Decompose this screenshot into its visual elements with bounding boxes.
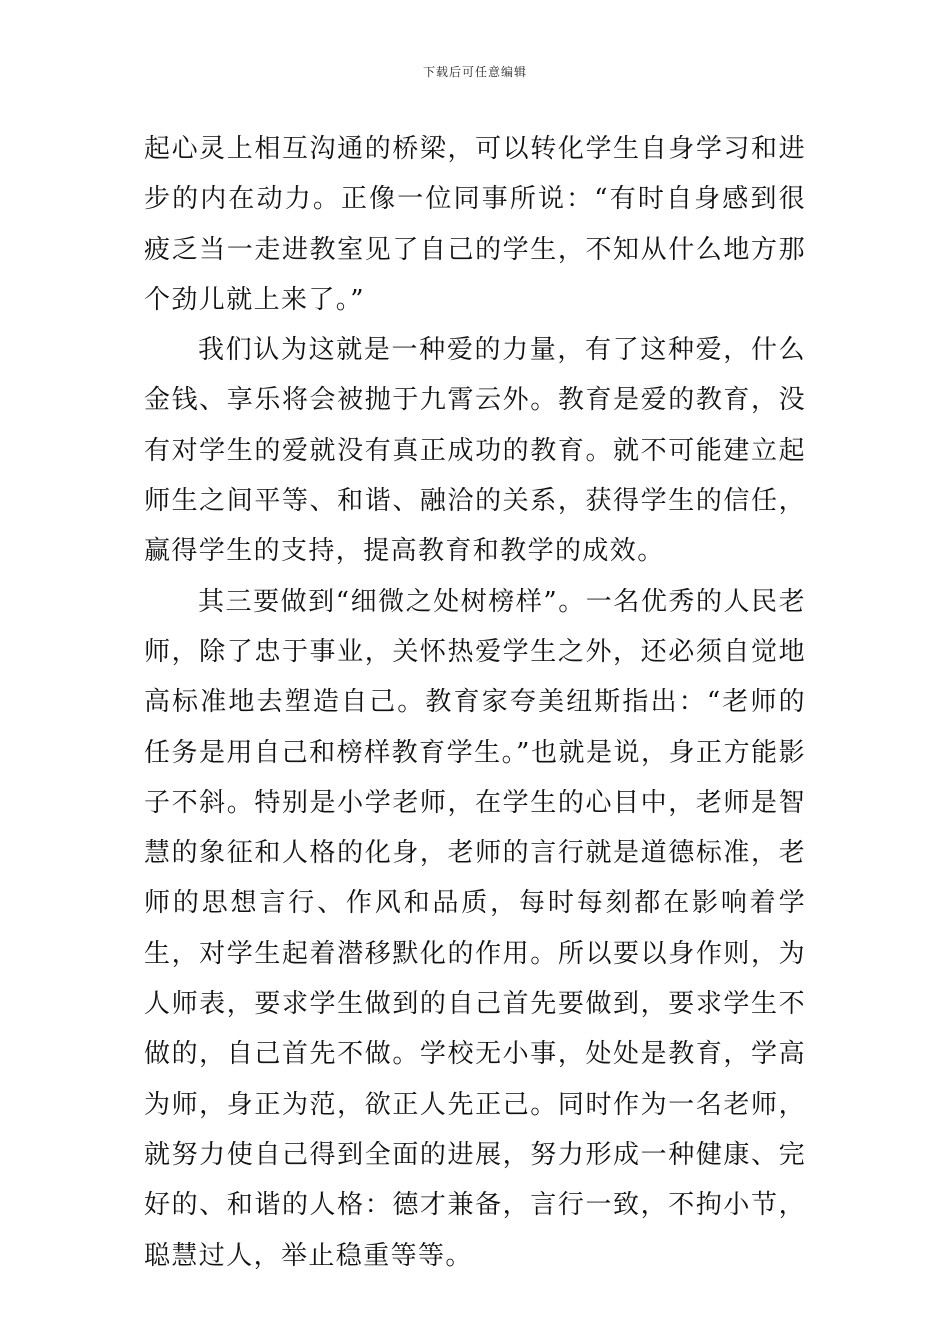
paragraph-role-model: 其三要做到“细微之处树榜样”。一名优秀的人民老师，除了忠于事业，关怀热爱学生之外，还必须自觉地高标准地去塑造自己。教育家夸美纽斯指出：“老师的任务是用自己和榜样教育学生。”也就是说，身正方能影子不斜。特别是小学老师，在学生的心目中，老师是智慧的象征和人格的化身，老师的言行就是道德标准，老师的思想言行、作风和品质，每时每刻都在影响着学生，对学生起着潜移默化的作用。所以要以身作则，为人师表，要求学生做到的自己首先要做到，要求学生不做的，自己首先不做。学校无小事，处处是教育，学高为师，身正为范，欲正人先正己。同时作为一名老师，就努力使自己得到全面的进展，努力形成一种健康、完好的、和谐的人格：德才兼备，言行一致，不拘小节，聪慧过人，举止稳重等等。	[144, 586, 806, 1271]
paragraph-love-power: 我们认为这就是一种爱的力量，有了这种爱，什么金钱、享乐将会被抛于九霄云外。教育是爱的教育，没有对学生的爱就没有真正成功的教育。就不可能建立起师生之间平等、和谐、融洽的关系，获得学生的信任，赢得学生的支持，提高教育和教学的成效。	[144, 335, 806, 567]
paragraph-continuation: 起心灵上相互沟通的桥梁，可以转化学生自身学习和进步的内在动力。正像一位同事所说：“有时自身感到很疲乏当一走进教室见了自己的学生，不知从什么地方那个劲儿就上来了。”	[144, 134, 806, 315]
page-header: 下载后可任意编辑	[422, 65, 527, 79]
document-body	[144, 124, 806, 1281]
